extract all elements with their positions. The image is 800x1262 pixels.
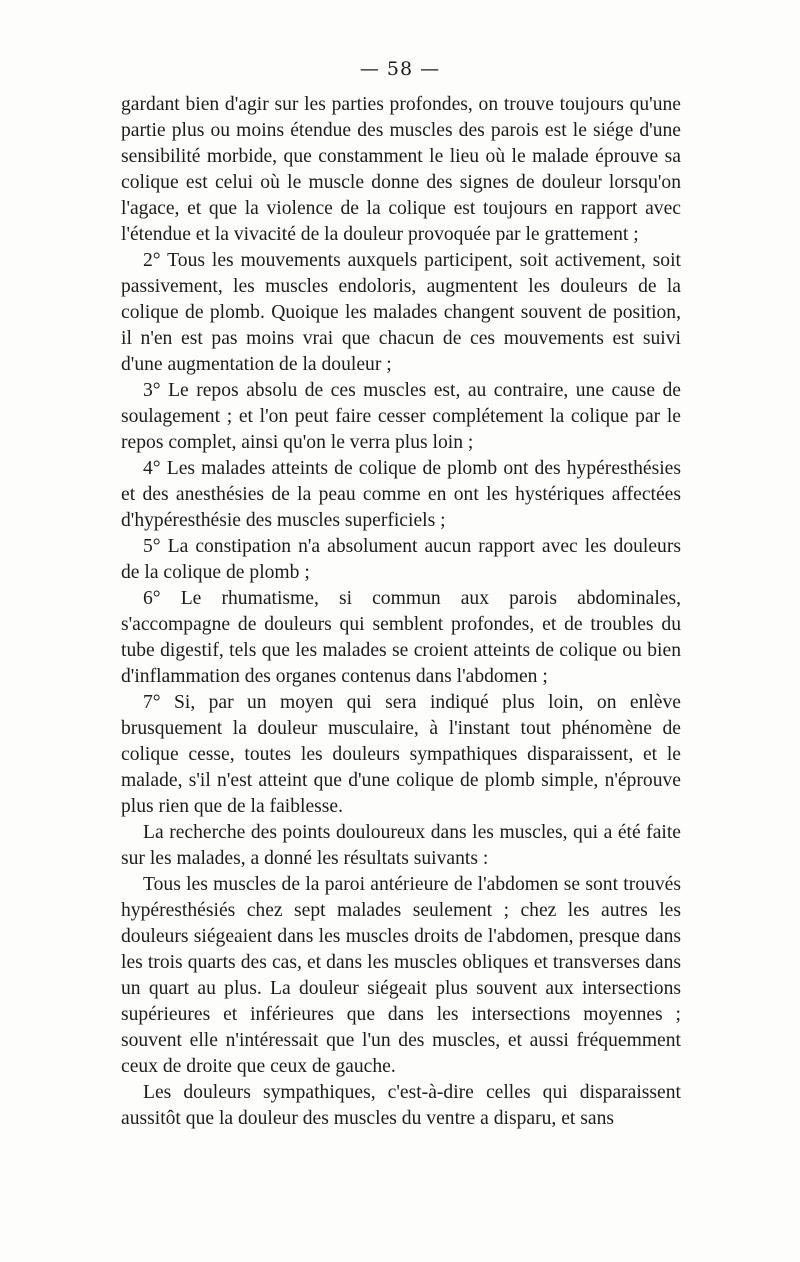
paragraph-research-results: Tous les muscles de la paroi antérieure de l'abdomen se sont trouvés hypéresthésiés chez sept malades seulement ; chez les autres les douleurs siégeaient dans les muscles droits de l'abdomen, presque dans les trois quarts des cas, et dans les muscles obliques et transverses dans un quart au plus. La douleur siégeait plus souvent aux intersections supérieures et inférieures que dans les intersections moyennes ; souvent elle n'intéressait que l'un des muscles, et aussi fréquemment ceux de droite que ceux de gauche. — [121, 874, 681, 1077]
paragraph-point-2: 2° Tous les mouvements auxquels participent, soit activement, soit passivement, les muscles endoloris, augmentent les douleurs de la colique de plomb. Quoique les malades changent souvent de position, il n'en est pas moins vrai que chacun de ces mouvements est suivi d'une augmentation de la douleur ; — [121, 250, 681, 375]
paragraph-point-3: 3° Le repos absolu de ces muscles est, au contraire, une cause de soulagement ; et l'on peut faire cesser complétement la colique par le repos complet, ainsi qu'on le verra plus loin ; — [121, 380, 681, 453]
paragraph-continuation: gardant bien d'agir sur les parties profondes, on trouve toujours qu'une partie plus ou moins étendue des muscles des parois est le siége d'une sensibilité morbide, que constamment le lieu où le malade éprouve sa colique est celui où le muscle donne des signes de douleur lorsqu'on l'agace, et que la violence de la colique est toujours en rapport avec l'étendue et la vivacité de la douleur provoquée par le grattement ; — [121, 94, 681, 245]
page-number: — 58 — — [359, 58, 441, 80]
paragraph-sympathetic-pains: Les douleurs sympathiques, c'est-à-dire celles qui disparaissent aussitôt que la douleur des muscles du ventre a disparu, et sans — [121, 1082, 681, 1129]
body-text — [121, 92, 681, 1132]
paragraph-point-4: 4° Les malades atteints de colique de plomb ont des hypéresthésies et des anesthésies de la peau comme en ont les hystériques affectées d'hypéresthésie des muscles superficiels ; — [121, 458, 681, 531]
paragraph-point-7: 7° Si, par un moyen qui sera indiqué plus loin, on enlève brusquement la douleur musculaire, à l'instant tout phénomène de colique cesse, toutes les douleurs sympathiques disparaissent, et le malade, s'il n'est atteint que d'une colique de plomb simple, n'éprouve plus rien que de la faiblesse. — [121, 692, 681, 817]
paragraph-point-6: 6° Le rhumatisme, si commun aux parois abdominales, s'accompagne de douleurs qui semblent profondes, et de troubles du tube digestif, tels que les malades se croient atteints de colique ou bien d'inflammation des organes contenus dans l'abdomen ; — [121, 588, 681, 687]
paragraph-point-5: 5° La constipation n'a absolument aucun rapport avec les douleurs de la colique de plomb ; — [121, 536, 681, 583]
paragraph-research-intro: La recherche des points douloureux dans les muscles, qui a été faite sur les malades, a donné les résultats suivants : — [121, 822, 681, 869]
